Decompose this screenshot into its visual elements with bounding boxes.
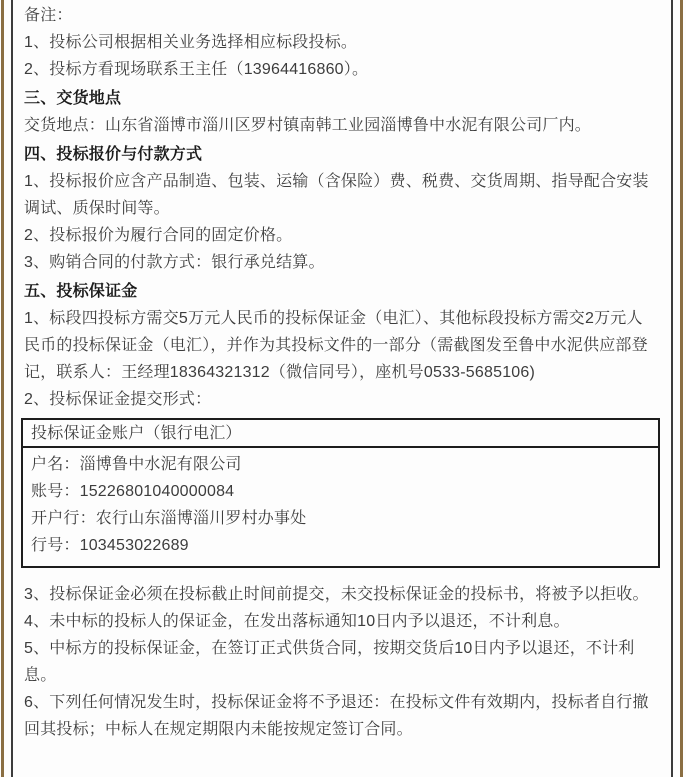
deposit-rule-5: 5、中标方的投标保证金，在签订正式供货合同，按期交货后10日内予以退还，不计利息。 bbox=[24, 640, 635, 684]
deposit-table-row-bank-code: 行号：103453022689 bbox=[31, 537, 189, 554]
deposit-account-table bbox=[21, 418, 660, 568]
document-body bbox=[24, 2, 658, 743]
deposit-table-row-bank-branch: 开户行：农行山东淄博淄川罗村办事处 bbox=[31, 510, 307, 527]
page-accent-border-right bbox=[680, 0, 683, 777]
remark-item-2: 2、投标方看现场联系王主任（13964416860）。 bbox=[24, 61, 369, 78]
deposit-table-row-account-number: 账号：15226801040000084 bbox=[31, 483, 235, 500]
page-frame-line-right bbox=[671, 0, 673, 777]
section-deposit-heading: 五、投标保证金 bbox=[24, 283, 138, 300]
delivery-location-text: 交货地点：山东省淄博市淄川区罗村镇南韩工业园淄博鲁中水泥有限公司厂内。 bbox=[24, 117, 592, 134]
price-item-2: 2、投标报价为履行合同的固定价格。 bbox=[24, 227, 293, 244]
section-delivery-heading: 三、交货地点 bbox=[24, 90, 122, 107]
page-frame-line-left bbox=[11, 0, 13, 777]
deposit-rule-3: 3、投标保证金必须在投标截止时间前提交，未交投标保证金的投标书，将被予以拒收。 bbox=[24, 586, 649, 603]
section-price-heading: 四、投标报价与付款方式 bbox=[24, 146, 203, 163]
price-item-3: 3、购销合同的付款方式：银行承兑结算。 bbox=[24, 254, 325, 271]
page-accent-border-left bbox=[1, 0, 4, 777]
deposit-table-body bbox=[23, 448, 658, 566]
deposit-item-2: 2、投标保证金提交形式： bbox=[24, 391, 212, 408]
price-item-1: 1、投标报价应含产品制造、包装、运输（含保险）费、税费、交货周期、指导配合安装调试、质保时间等。 bbox=[24, 173, 649, 217]
deposit-table-header: 投标保证金账户（银行电汇） bbox=[23, 420, 658, 448]
remark-label: 备注： bbox=[24, 7, 73, 24]
deposit-table-row-account-name: 户名：淄博鲁中水泥有限公司 bbox=[31, 456, 242, 473]
remark-item-1: 1、投标公司根据相关业务选择相应标段投标。 bbox=[24, 34, 358, 51]
deposit-rule-6: 6、下列任何情况发生时，投标保证金将不予退还：在投标文件有效期内，投标者自行撤回其投标；中标人在规定期限内未能按规定签订合同。 bbox=[24, 694, 649, 738]
deposit-rule-4: 4、未中标的投标人的保证金，在发出落标通知10日内予以退还，不计利息。 bbox=[24, 613, 570, 630]
deposit-item-1: 1、标段四投标方需交5万元人民币的投标保证金（电汇）、其他标段投标方需交2万元人民币的投标保证金（电汇），并作为其投标文件的一部分（需截图发至鲁中水泥供应部登记，联系人：王经理18364321312（微信同号），座机号0533-5685106) bbox=[24, 310, 648, 381]
